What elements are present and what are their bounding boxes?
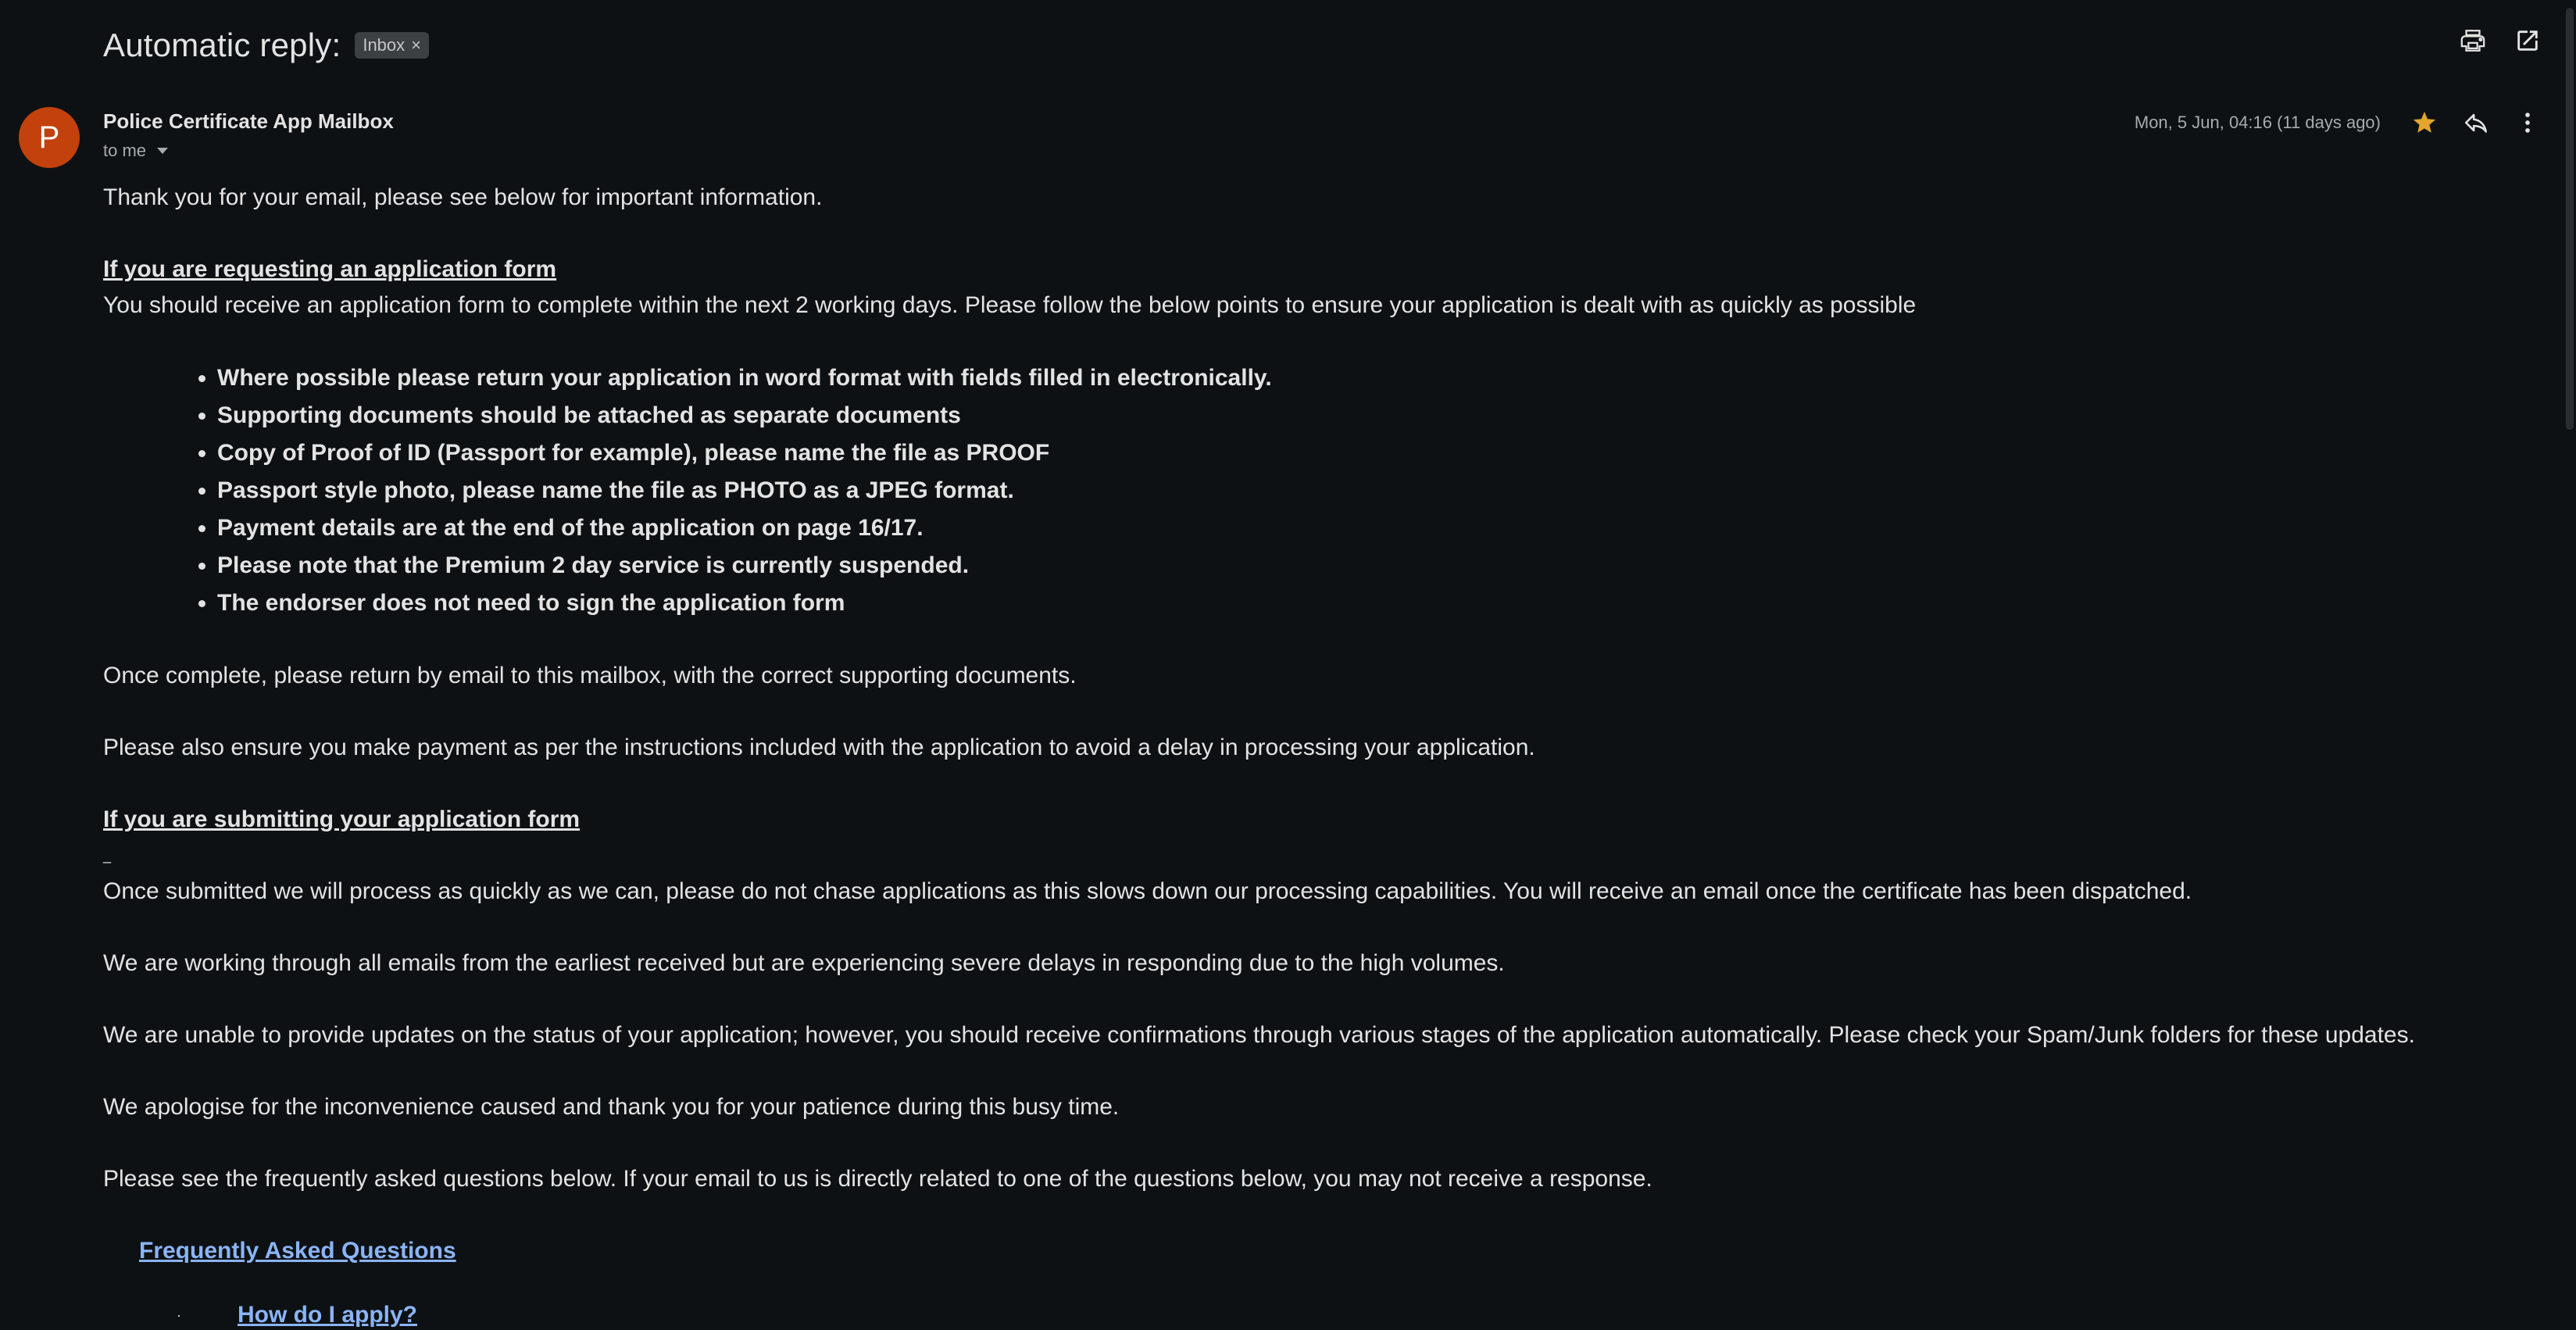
request-heading: If you are requesting an application form xyxy=(103,256,557,282)
payment-text: Please also ensure you make payment as per the instructions included with the application to avoid a delay in processing your application. xyxy=(103,735,1535,760)
subject-row xyxy=(103,22,429,69)
list-item: • Payment details are at the end of the application on page 16/17. xyxy=(217,509,2541,547)
more-options-icon[interactable] xyxy=(2510,105,2545,140)
list-item: • Copy of Proof of ID (Passport for example), please name the file as PROOF xyxy=(217,434,2541,472)
recipient-details[interactable] xyxy=(103,141,168,161)
intro-text: Thank you for your email, please see below for important information. xyxy=(103,184,823,210)
apologise-text: We apologise for the inconvenience caused and thank you for your patience during this busy time. xyxy=(103,1094,1120,1120)
faq-intro-text: Please see the frequently asked questions below. If your email to us is directly related to one of the questions below, you may not receive a response. xyxy=(103,1166,1652,1192)
spacer xyxy=(103,694,2541,730)
list-item: • Please note that the Premium 2 day service is currently suspended. xyxy=(217,547,2541,585)
spacer xyxy=(103,766,2541,802)
faq-question-link[interactable]: How do I apply? xyxy=(238,1302,417,1328)
return-text: Once complete, please return by email to this mailbox, with the correct supporting documents. xyxy=(103,663,1077,688)
open-in-new-window-icon[interactable] xyxy=(2510,23,2545,58)
list-item: • Supporting documents should be attached as separate documents xyxy=(217,397,2541,434)
label-chip-text: Inbox xyxy=(363,35,406,55)
top-actions xyxy=(2456,23,2545,58)
avatar-letter: P xyxy=(38,120,60,155)
star-icon[interactable] xyxy=(2407,105,2442,140)
faq-bullet: · xyxy=(177,1307,181,1323)
spacer xyxy=(103,1269,2541,1297)
list-item: • Passport style photo, please name the file as PHOTO as a JPEG format. xyxy=(217,472,2541,509)
sender-avatar[interactable] xyxy=(19,107,80,168)
updates-text: We are unable to provide updates on the status of your application; however, you should receive confirmations through various stages of the application automatically. Please check your Spam/Junk folders for these updates. xyxy=(103,1022,2415,1048)
email-subject: Automatic reply: xyxy=(103,27,341,63)
inbox-label-chip[interactable] xyxy=(355,32,429,59)
recipient-text: to me xyxy=(103,141,147,160)
request-text: You should receive an application form to complete within the next 2 working days. Please follow the below points to ensure your application is dealt with as quickly as possible xyxy=(103,292,1917,318)
spacer xyxy=(103,1197,2541,1233)
reply-icon[interactable] xyxy=(2459,105,2493,140)
spacer xyxy=(103,981,2541,1017)
spacer xyxy=(103,622,2541,658)
spacer xyxy=(103,216,2541,252)
list-item: • The endorser does not need to sign the application form xyxy=(217,585,2541,622)
spacer xyxy=(103,1053,2541,1089)
spacer xyxy=(103,910,2541,946)
working-text: We are working through all emails from the earliest received but are experiencing severe delays in responding due to the high volumes. xyxy=(103,950,1505,976)
scrollbar-track[interactable] xyxy=(2562,0,2576,1330)
faq-list-item xyxy=(177,1297,2541,1330)
message-date: Mon, 5 Jun, 04:16 (11 days ago) xyxy=(2134,113,2381,132)
message-actions xyxy=(2135,105,2545,140)
sender-name[interactable]: Police Certificate App Mailbox xyxy=(103,109,394,133)
spacer xyxy=(103,324,2541,359)
chevron-down-icon[interactable] xyxy=(157,148,168,154)
email-body xyxy=(103,180,2541,1330)
remove-label-icon[interactable]: × xyxy=(411,35,422,55)
faq-link[interactable]: Frequently Asked Questions xyxy=(139,1238,456,1264)
print-icon[interactable] xyxy=(2456,23,2490,58)
submit-heading: If you are submitting your application form xyxy=(103,806,581,832)
submitted-text: Once submitted we will process as quickly as we can, please do not chase applications as this slows down our processing capabilities. You will receive an email once the certificate has been dispatched. xyxy=(103,878,2192,904)
scrollbar-thumb[interactable] xyxy=(2566,8,2574,430)
instructions-list xyxy=(103,359,2541,622)
spacer xyxy=(103,1125,2541,1161)
underscore-mark: _ xyxy=(103,848,112,863)
list-item: • Where possible please return your application in word format with fields filled in electronically. xyxy=(217,359,2541,397)
